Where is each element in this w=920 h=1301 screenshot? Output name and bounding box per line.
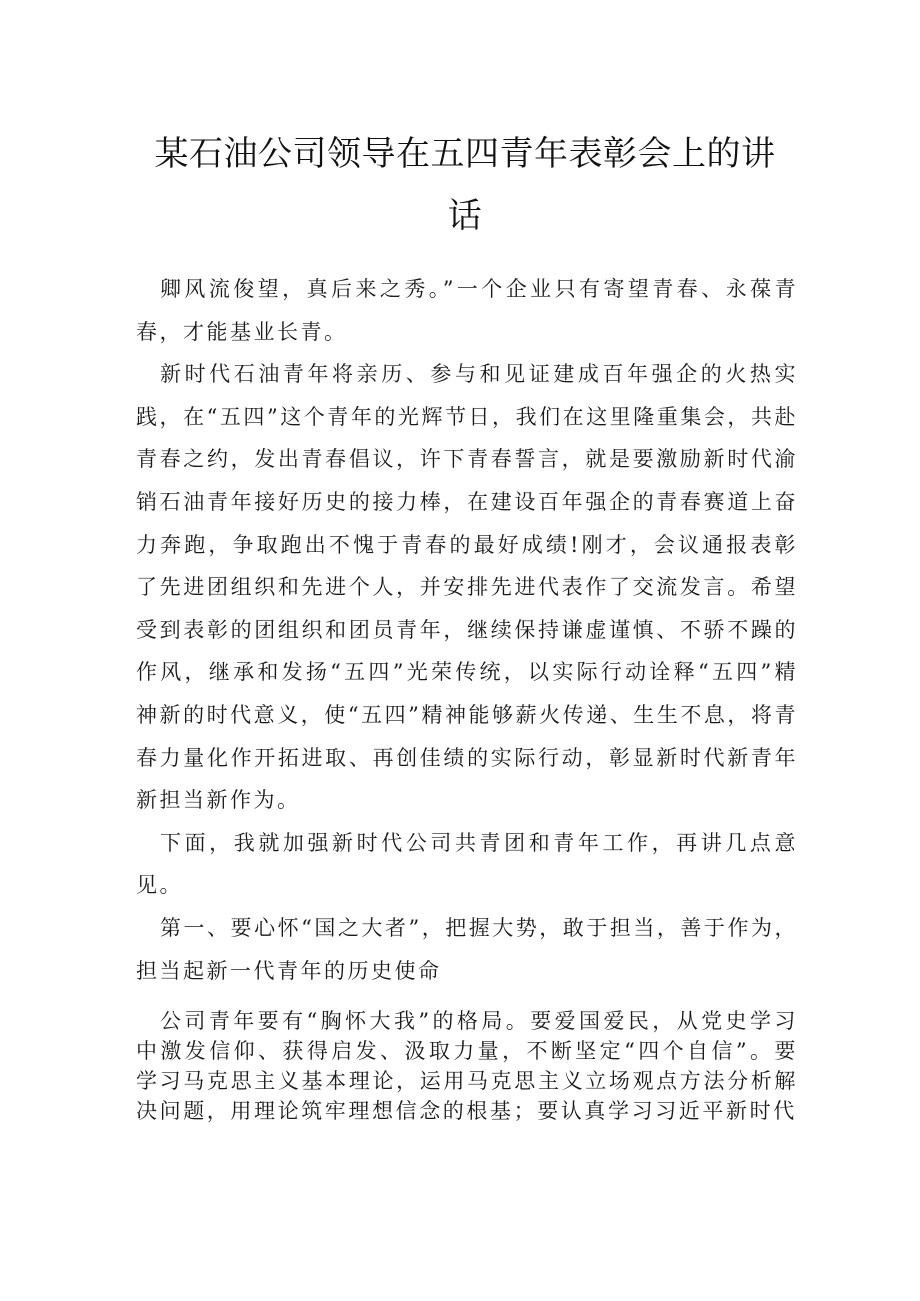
section-heading: 第一、要心怀“国之大者”，把握大势，敢于担当，善于作为，担当起新一代青年的历史使命 xyxy=(136,915,798,983)
paragraph: 下面，我就加强新时代公司共青团和青年工作，再讲几点意见。 xyxy=(136,830,798,898)
paragraph: 新时代石油青年将亲历、参与和见证建成百年强企的火热实践，在“五四”这个青年的光辉节日，我们在这里隆重集会，共赴青春之约，发出青春倡议，许下青春誓言，就是要激励新时代渝销石油青年接好历史的接力棒，在建设百年强企的青春赛道上奋力奔跑，争取跑出不愧于青春的最好成绩!刚才，会议通报表彰了先进团组织和先进个人，并安排先进代表作了交流发言。希望受到表彰的团组织和团员青年，继续保持谦虚谨慎、不骄不躁的作风，继承和发扬“五四”光荣传统，以实际行动诠释“五四”精神新的时代意义，使“五四”精神能够薪火传递、生生不息，将青春力量化作开拓进取、再创佳绩的实际行动，彰显新时代新青年新担当新作为。 xyxy=(136,362,798,813)
document-title-line-1: 某石油公司领导在五四青年表彰会上的讲 xyxy=(154,134,776,174)
paragraph: 卿风流俊望，真后来之秀。”一个企业只有寄望青春、永葆青春，才能基业长青。 xyxy=(136,277,798,344)
document-title-line-2: 话 xyxy=(447,196,483,236)
document-body xyxy=(136,268,798,1126)
paragraph: 公司青年要有“胸怀大我”的格局。要爱国爱民，从党史学习中激发信仰、获得启发、汲取力量，不断坚定“四个自信”。要学习马克思主义基本理论，运用马克思主义立场观点方法分析解决问题，用理论筑牢理想信念的根基；要认真学习习近平新时代 xyxy=(136,1009,798,1124)
